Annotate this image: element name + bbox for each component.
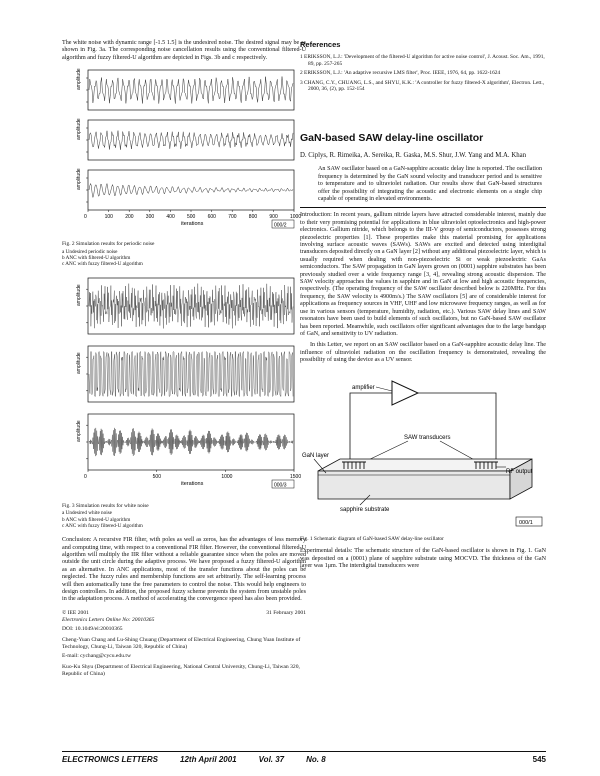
figure-2-xtick: 200 — [125, 214, 134, 221]
figure-2-trace-1 — [89, 131, 293, 150]
footer-journal: ELECTRONICS LETTERS — [62, 755, 159, 764]
figure-3-caption: Fig. 3 Simulation results for white noise — [62, 502, 149, 509]
figure-1 — [300, 371, 546, 543]
author-affiliation-2: Kuo-Ku Shyu (Department of Electrical Engineering, National Central University, Chung-Li, Taiwan 320, Republic of China) — [62, 663, 300, 677]
figure-3-id: 000/3 — [274, 482, 287, 489]
figure-2-trace-0 — [89, 77, 293, 104]
feedback-wire-left — [350, 393, 392, 463]
figure-3-xlabel: iterations — [181, 480, 204, 487]
footer-number: No. 8 — [306, 755, 326, 764]
abstract-divider — [300, 207, 546, 208]
amplifier-symbol — [392, 381, 418, 405]
gan-layer — [318, 459, 532, 471]
figure-2-ylabel-0: amplitude — [76, 68, 82, 91]
left-column — [62, 40, 306, 680]
figure-2-panel-2 — [88, 170, 294, 210]
figure-3-trace-2 — [89, 428, 293, 456]
figure-3-legend-b: b ANC with filtered-U algorithm — [62, 516, 131, 523]
figure-2-xlabel: iterations — [181, 221, 204, 228]
figure-1-id: 000/1 — [519, 519, 533, 526]
references-heading: References — [300, 40, 341, 49]
article-authors: D. Ciplys, R. Rimeika, A. Sereika, R. Gaska, M.S. Shur, J.W. Yang and M.A. Khan — [300, 151, 527, 159]
article-meta — [62, 610, 306, 678]
footer-date: 12th April 2001 — [180, 755, 237, 764]
figure-2-xtick: 400 — [166, 214, 175, 221]
amplifier-label: amplifier — [352, 384, 375, 391]
figure-2-legend-b: b ANC with filtered-U algorithm — [62, 255, 131, 262]
figure-2-legend-c: c ANC with fuzzy filtered-U algorithm — [62, 261, 143, 268]
figure-2-trace-2 — [89, 184, 293, 198]
feedback-wire-right — [418, 393, 496, 463]
figure-2-plot — [62, 66, 306, 234]
figure-2-xtick: 0 — [84, 214, 87, 221]
received-date: 31 February 2001 — [266, 609, 306, 616]
substrate-label: sapphire substrate — [340, 506, 390, 513]
figure-2-xtick: 800 — [248, 214, 258, 221]
figure-3-ylabel-0: amplitude — [76, 284, 82, 306]
figure-1-caption: Fig. 1 Schematic diagram of GaN-based SAW delay-line oscillator — [300, 535, 444, 542]
footer-volume: Vol. 37 — [258, 755, 285, 764]
saw-transducers-label: SAW transducers — [404, 434, 451, 441]
figure-2-xtick: 700 — [228, 214, 237, 221]
page-footer — [62, 751, 546, 764]
figure-3-plot — [62, 274, 306, 496]
copyright: © IEE 2001 — [62, 609, 89, 616]
figure-2-xtick: 100 — [104, 214, 113, 221]
figure-2-xtick: 900 — [269, 214, 278, 221]
figure-3-ylabel-1: amplitude — [76, 352, 82, 374]
abstract: An SAW oscillator based on a GaN-sapphire acoustic delay line is reported. The oscillation frequency is determined by the GaN sound velocity and transducer period and is sensitive to temperature and to ultraviolet radiation. Our results show that GaN-based structures offer the possibility of integrating the acoustic and electronic elements on a single chip capable of operating in elevated environments. — [318, 166, 542, 202]
figure-3-xtick: 1000 — [221, 473, 233, 480]
intro-paragraph: The white noise with dynamic range [-1.5 1.5] is the undesired noise. The desired signal may be as shown in Fig. 3a. The corresponding noise cancellation results using the conventional filtered-U algorithm and fuzzy filtered-U algorithm are depicted in Figs. 3b and c respectively. — [62, 40, 306, 61]
experimental-paragraph: Experimental details: The schematic structure of the GaN-based oscillator is shown in Fig. 1. GaN was deposited on a (0001) plane of sapphire substrate using MOCVD. The thickness of the GaN layer was 1μm. The interdigital transducers were — [300, 548, 546, 569]
figure-2-id: 000/2 — [274, 222, 287, 229]
doi: DOI: 10.1049/el:20010365 — [62, 625, 123, 632]
gan-layer-label: GaN layer — [302, 452, 330, 459]
reference-3: 3 CHANG, C.Y., CHUANG, L.S., and SHYU, K.K.: 'A controller for fuzzy filtered-X algorithm', Electron. Lett., 2000, 36, (2), pp. 152-154 — [300, 79, 545, 93]
reference-2: 2 ERIKSSON, L.J.: 'An adaptive recursive LMS filter', Proc. IEEE, 1976, 64, pp. 1622-1624 — [300, 70, 501, 77]
article-title: GaN-based SAW delay-line oscillator — [300, 131, 484, 144]
figure-3-trace-1 — [89, 351, 293, 396]
figure-2 — [62, 66, 306, 267]
reference-1: 1 ERIKSSON, L.J.: 'Development of the filtered-U algorithm for active noise control', J. Acoust. Soc. Am., 1991, 89, pp. 257-265 — [300, 54, 545, 67]
footer-page-number: 545 — [532, 755, 546, 764]
figure-3-xtick: 500 — [152, 473, 162, 480]
figure-2-ylabel-1: amplitude — [76, 118, 82, 141]
figure-2-caption: Fig. 2 Simulation results for periodic noise — [62, 241, 155, 248]
figure-1-diagram — [300, 371, 546, 529]
copyright-row — [62, 610, 306, 617]
figure-2-ylabel-2: amplitude — [76, 168, 82, 191]
figure-2-legend-a: a Undesired periodic noise — [62, 248, 118, 255]
conclusion-paragraph: Conclusion: A recursive FIR filter, with poles as well as zeros, has the advantages of less memory and computing time, with respect to a conventional FIR filter. However, the conventional filtered-U algorithm will multiply the IIR filter without a reliable guarantee since when the poles are moved outside the unit circle during the adaptive process. We have proposed a fuzzy filtered-U algorithm as an alternative. In ANC applications, most of the transfer functions about the poles can be neglected. The fuzzy rules and membership functions are set arbitrarily. The self-learning process will then automatically tune the free parameters to control the noise. This would help engineers to design controllers. In addition, the proposed fuzzy scheme prevents the system from unstable poles in the adaptation process. A method of accelerating the convergence speed has also been provided. — [62, 537, 306, 603]
right-column — [300, 40, 546, 574]
figure-2-xtick: 300 — [145, 214, 155, 221]
journal-online-number: Electronics Letters Online No: 20010365 — [62, 616, 155, 623]
figure-3-xtick: 1500 — [290, 473, 302, 480]
introduction-paragraph: Introduction: In recent years, gallium nitride layers have attracted considerable interest, mainly due to their very promising potential for applications in blue ultraviolet optoelectronics and high-power electronics. Gallium nitride, which belongs to the III-V group of semiconductors, possesses strong piezoelectric properties [1]. These properties make this material promising for applications involving surface acoustic waves (SAWs). SAWs are excited and detected using interdigital transducers deposited directly on a GaN layer [2] without any additional piezoelectric layer, which is usually required when dealing with non-piezoelectric Si or weak piezoelectric GaAs semiconductors. The SAW propagation in GaN layers grown on (0001) sapphire substrates has been previously studied over a wide frequency range [3, 4], revealing strong acoustic dispersion. The SAW velocity approaches the values in sapphire and in GaN at low and high acoustic frequencies, respectively. (The operating frequency of the SAW oscillator described below is 220MHz. For this frequency, the SAW velocity is 4900m/s.) The SAW oscillators [5] are of considerable interest for applications as frequency sources in VHF, UHF and low microwave frequency ranges, as well as for use in various sensors (temperature, humidity, radiation, etc.). Various SAW delay lines and SAW resonators have been used to build elements of such oscillators, but no GaN-based SAW oscillator has been reported. Meanwhile, such oscillators offer significant advantages due to the large bandgap of GaN, and sensitivity to UV radiation. — [300, 212, 546, 337]
figure-3 — [62, 274, 306, 529]
email: E-mail: cychang@cycu.edu.tw — [62, 652, 131, 659]
amplifier-label-leader — [376, 387, 392, 391]
figure-3-legend-a: a Undesired white noise — [62, 510, 112, 517]
figure-3-legend-c: c ANC with fuzzy filtered-U algorithm — [62, 522, 143, 529]
figure-2-xtick: 1000 — [290, 214, 302, 221]
introduction-paragraph-2: In this Letter, we report on an SAW oscillator based on a GaN-sapphire acoustic delay line. The influence of ultraviolet radiation on the oscillation frequency is demonstrated, revealing the possibility of using the device as a UV sensor. — [300, 342, 546, 364]
rf-output-label: RF output — [506, 468, 533, 475]
figure-2-xtick: 500 — [187, 214, 196, 221]
figure-3-xtick: 0 — [84, 473, 87, 480]
figure-3-trace-0 — [89, 283, 293, 328]
figure-2-xtick: 600 — [207, 214, 216, 221]
figure-3-ylabel-2: amplitude — [76, 420, 82, 442]
author-affiliation: Cheng-Yuan Chang and Lu-Shing Chuang (Department of Electrical Engineering, Chung Yuan Institute of Technology, Chung-Li, Taiwan 320, Republic of China) — [62, 636, 301, 650]
